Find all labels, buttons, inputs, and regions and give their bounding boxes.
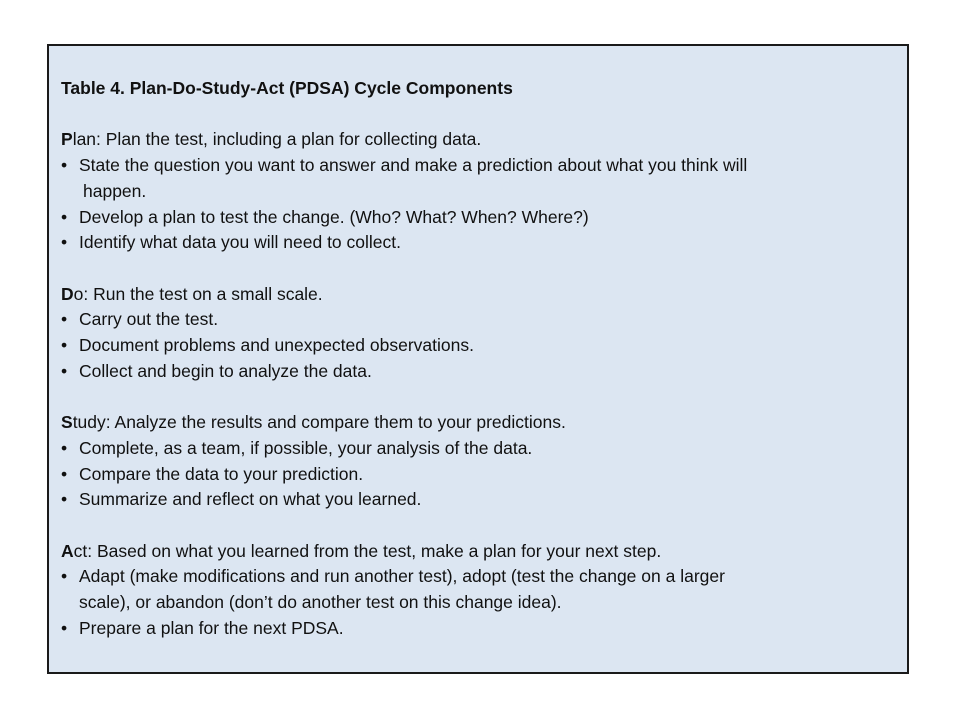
list-item-text: Identify what data you will need to collect. — [79, 232, 401, 253]
list-item-text: Prepare a plan for the next PDSA. — [79, 617, 344, 638]
list-item — [61, 436, 895, 462]
list-item-text-continued: scale), or abandon (don’t do another test on this change idea). — [79, 592, 562, 612]
section-initial: A — [61, 540, 74, 561]
list-item-text: Adapt (make modifications and run another test), adopt (test the change on a larger — [79, 566, 725, 587]
bullet-list — [61, 153, 895, 256]
section-heading-text: lan: Plan the test, including a plan for collecting data. — [72, 129, 482, 150]
section-plan — [61, 127, 895, 256]
list-item-text: State the question you want to answer and make a prediction about what you think will — [79, 155, 748, 176]
bullet-icon: • — [61, 232, 68, 253]
section-study — [61, 410, 895, 513]
list-item — [61, 462, 895, 488]
bullet-list — [61, 436, 895, 513]
list-item — [61, 307, 895, 333]
list-item-text-continued: happen. — [83, 180, 147, 201]
table-title: Table 4. Plan-Do-Study-Act (PDSA) Cycle Components — [61, 78, 513, 98]
section-heading-text: ct: Based on what you learned from the test, make a plan for your next step. — [73, 540, 662, 561]
list-item — [61, 333, 895, 359]
section-heading-text: o: Run the test on a small scale. — [73, 283, 323, 304]
list-item — [61, 205, 895, 231]
bullet-icon: • — [61, 489, 68, 510]
bullet-icon: • — [61, 155, 68, 176]
list-item — [61, 230, 895, 256]
section-heading-study — [61, 410, 895, 436]
bullet-icon: • — [61, 360, 68, 381]
section-heading-act — [61, 539, 895, 565]
bullet-icon: • — [61, 617, 68, 638]
bullet-icon: • — [61, 463, 68, 484]
section-heading-do — [61, 282, 895, 308]
bullet-icon: • — [61, 566, 68, 587]
list-item-text: Document problems and unexpected observations. — [79, 335, 474, 355]
list-item — [61, 616, 895, 642]
bullet-icon: • — [61, 437, 68, 458]
bullet-icon: • — [61, 309, 68, 330]
table-content — [61, 76, 895, 641]
list-item-text: Collect and begin to analyze the data. — [79, 360, 372, 381]
list-item-text: Summarize and reflect on what you learned. — [79, 489, 422, 510]
list-item — [61, 359, 895, 385]
section-initial: P — [61, 129, 73, 150]
section-heading-plan — [61, 127, 895, 153]
section-do — [61, 282, 895, 385]
list-item-text: Complete, as a team, if possible, your analysis of the data. — [79, 437, 533, 458]
bullet-list — [61, 307, 895, 384]
section-initial: D — [61, 283, 74, 304]
list-item — [61, 153, 895, 204]
pdsa-table-box — [47, 44, 909, 674]
list-item — [61, 564, 895, 615]
bullet-icon: • — [61, 335, 68, 355]
section-heading-text: tudy: Analyze the results and compare them to your predictions. — [72, 412, 566, 433]
section-initial: S — [61, 412, 73, 433]
section-act — [61, 539, 895, 642]
list-item-text: Carry out the test. — [79, 309, 219, 330]
list-item — [61, 487, 895, 513]
bullet-list — [61, 564, 895, 641]
bullet-icon: • — [61, 206, 68, 227]
list-item-text: Develop a plan to test the change. (Who? What? When? Where?) — [79, 206, 589, 227]
list-item-text: Compare the data to your prediction. — [79, 463, 364, 484]
